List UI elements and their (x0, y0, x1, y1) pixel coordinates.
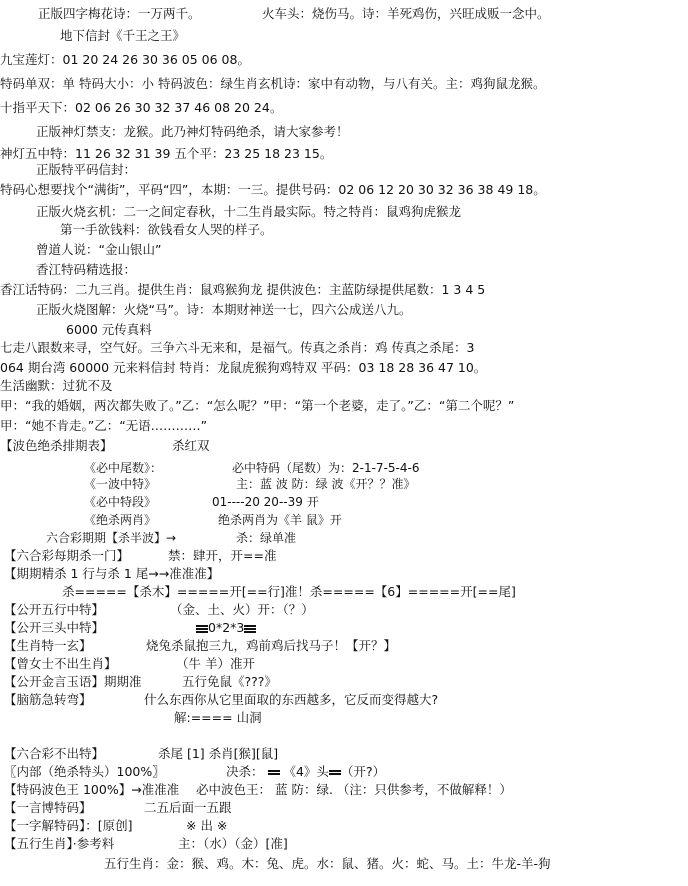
text-line: （金、土、火）开：（？） (170, 602, 314, 617)
text-line: 《绝杀两肖》 (84, 513, 157, 527)
three-heads-value (196, 620, 256, 636)
text-line: 《4》头 (283, 764, 329, 779)
text-line: 绝杀两肖为《羊 鼠》开 (218, 513, 342, 527)
text-line: 必中特码（尾数）为：2-1-7-5-4-6 (232, 461, 420, 475)
trigram-icon (196, 624, 208, 634)
text-line: 决杀： (226, 764, 264, 779)
text-line: 五行生肖：金：猴、鸡。木：兔、虎。水：鼠、猪。火：蛇、马。土：牛龙-羊-狗 (104, 856, 551, 871)
text-line: 正版神灯禁支：龙猴。此乃神灯特码绝杀，请大家参考！ (36, 124, 349, 139)
text-line: 甲：“她不肯走。”乙：“无语…………” (0, 418, 208, 433)
text-line: 禁：肆开，开==准 (168, 548, 277, 563)
trigram-icon (268, 769, 280, 776)
text-line: 地下信封《千王之王》 (60, 28, 186, 43)
section-heading: 【一字解特码】：[原创] (4, 818, 133, 833)
text-line: 生活幽默：过犹不及 (0, 378, 113, 393)
text-line: 十指平天下：02 06 26 30 32 37 46 08 20 24。 (0, 100, 283, 115)
text-line: 香江特码精选报： (36, 262, 137, 277)
section-heading: 【五行生肖】·参考料 (4, 836, 115, 851)
section-heading: 【公开金言玉语】期期准 (4, 674, 142, 689)
text-line: 0*2*3 (208, 620, 245, 635)
section-heading: 【曾女士不出生肖】 (4, 656, 117, 671)
text-line: 香江话特码：二九三肖。提供生肖：鼠鸡猴狗龙 提供波色：主蓝防绿提供尾数：1 3 4 5 (0, 282, 486, 297)
text-line: 正版特平码信封： (36, 162, 137, 177)
text-line: 《必中特段》 (84, 495, 157, 509)
text-line: 杀尾 [1] 杀肖[猴][鼠] (158, 746, 279, 761)
section-heading: 【公开五行中特】 (4, 602, 105, 617)
text-line: 六合彩期期【杀半波】→ (46, 531, 177, 545)
text-line: 特码心想要找个“满街”，平码“四”，本期：一三。提供号码：02 06 12 20 30 32 36 38 49 18。 (0, 182, 546, 197)
text-line: 甲：“我的婚姻，两次都失败了。”乙：“怎么呢？”甲：“第一个老婆，走了。”乙：“第二个呢？” (0, 398, 515, 413)
text-line: 曾道人说：“金山银山” (36, 242, 162, 257)
text-line: 杀=====【杀木】=====开[==行]准！杀=====【6】=====开[==尾] (62, 584, 516, 599)
text-line: 杀：绿单准 (236, 531, 297, 545)
text-line: 杀红双 (172, 438, 210, 453)
text-line: 第一手欲钱料：欲钱看女人哭的样子。 (60, 222, 273, 237)
section-heading: 【脑筋急转弯】 (4, 692, 92, 707)
text-line: 火车头：烧伤马。诗：羊死鸡伤，兴旺成贩一念中。 (262, 6, 550, 21)
text-line: 七走八跟数来寻，空气好。三争六斗无来和，是福气。传真之杀肖：鸡 传真之杀尾：3 (0, 340, 475, 355)
text-line: 五行免鼠《???》 (182, 674, 277, 689)
section-heading: 【一言博特码】 (4, 800, 92, 815)
text-line: 正版火烧玄机：二一之间定春秋，十二生肖最实际。特之特肖：鼠鸡狗虎猴龙 (36, 204, 462, 219)
trigram-icon (244, 624, 256, 634)
section-heading: 【六合彩每期杀一门】 (4, 548, 130, 563)
text-line: 主：蓝 波 防：绿 波《开？？准》 (236, 477, 416, 491)
text-line: 什么东西你从它里面取的东西越多，它反而变得越大? (144, 692, 439, 707)
text-line: 九宝莲灯：01 20 24 26 30 36 05 06 08。 (0, 52, 250, 67)
text-line: 6000 元传真料 (66, 322, 152, 337)
text-line: 神灯五中特：11 26 32 31 39 五个平：23 25 18 23 15。 (0, 146, 333, 161)
text-line: 01----20 20--39 开 (212, 495, 319, 509)
section-heading: 〖内部（绝杀特头）100%〗 (4, 764, 165, 779)
section-heading: 【期期精杀 1 行与杀 1 尾→→准准准】 (4, 566, 220, 581)
trigram-icon (329, 769, 341, 776)
text-line: 主：（水）（金）[准] (178, 836, 288, 851)
text-line: 特码单双：单 特码大小：小 特码波色：绿生肖玄机诗：家中有动物，与八有关。主：鸡狗鼠龙猴。 (0, 76, 546, 91)
text-line: 064 期台湾 60000 元来料信封 特肖：龙鼠虎猴狗鸡特双 平码：03 18 28 36 47 10。 (0, 360, 487, 375)
text-line: 二五后面一五跟 (144, 800, 232, 815)
section-heading: 【公开三头中特】 (4, 620, 105, 635)
text-line: 正版火烧图解：火烧“马”。诗：本期财神送一七，四六公成送八九。 (36, 302, 412, 317)
text-line: 解:==== 山洞 (174, 710, 262, 725)
section-heading: 【六合彩不出特】 (4, 746, 105, 761)
section-heading: 【特码波色王 100%】→准准准 (4, 782, 180, 797)
section-heading: 【波色绝杀排期表】 (0, 438, 113, 453)
text-line: 必中波色王： 蓝 防：绿. （注：只供参考，不做解释！） (196, 782, 512, 797)
section-heading: 【生肖特一玄】 (4, 638, 92, 653)
text-line: 《一波中特》 (84, 477, 157, 491)
text-line: 《必中尾数》： (84, 461, 163, 475)
text-line: （开?） (340, 764, 386, 779)
kill-head-value (226, 764, 385, 780)
text-line: （牛 羊）准开 (176, 656, 255, 671)
text-line: 烧兔杀鼠抱三九，鸡前鸡后找马子！【开？】 (146, 638, 397, 653)
text-line: ※ 出 ※ (186, 818, 228, 833)
text-line: 正版四字梅花诗：一万两千。 (38, 6, 201, 21)
